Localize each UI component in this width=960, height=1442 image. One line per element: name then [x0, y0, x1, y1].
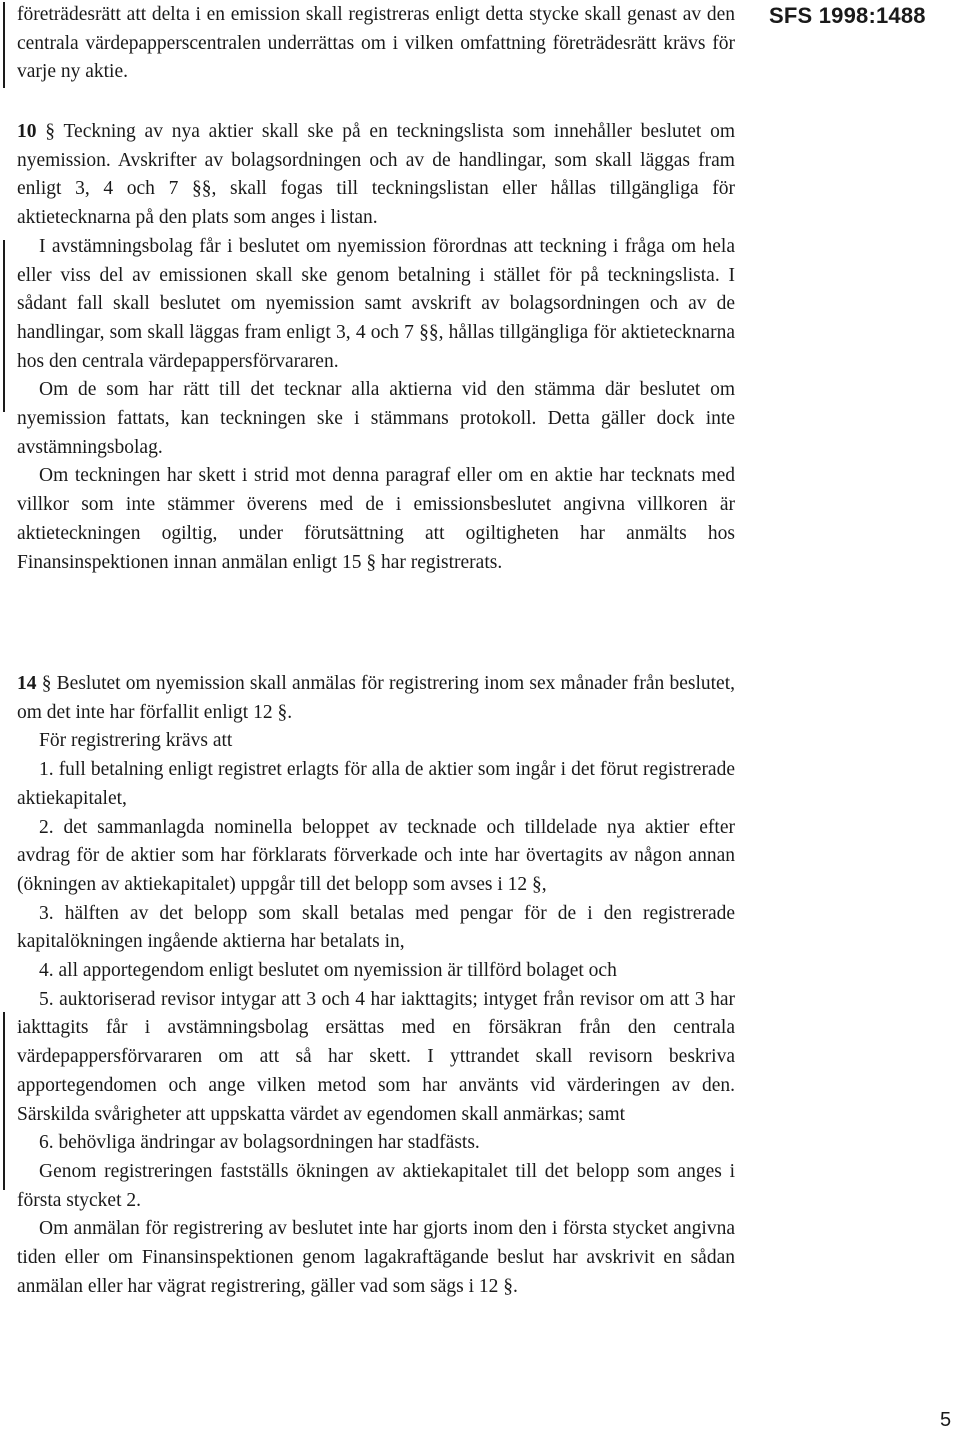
section-number: 10: [17, 121, 37, 142]
section-14-paragraph-4: Om anmälan för registrering av beslutet inte har gjorts inom den i första stycket angivna tiden eller om Finansinspektionen genom lagakraftägande beslut har avskrivit en sådan anmälan eller har vägrat registrering, gäller vad som sägs i 12 §.: [17, 1218, 735, 1297]
section-10-paragraph-3: Om de som har rätt till det tecknar alla aktierna vid den stämma där beslutet om nyemission fattats, kan teckningen ske i stämmans protokoll. Detta gäller dock inte avstämningsbolag.: [17, 379, 735, 458]
section-text: Avskrifter av bolagsordningen och av de handlingar, som skall läggas fram enligt 3, 4 och 7 §§, skall fogas till teckningslistan eller hållas tillgängliga för aktietecknarna på den plats som anges i listan.: [17, 149, 735, 229]
section-10-paragraph-1: [17, 118, 735, 233]
section-10-paragraph-4: Om teckningen har skett i strid mot denna paragraf eller om en aktie har tecknats med villkor som inte stämmer överens med de i emissionsbeslutet angivna villkoren är aktieteckningen ogiltig, under förutsättning att ogiltigheten har anmälts hos Finansinspektionen innan anmälan enligt 15 § har registrerats.: [17, 465, 735, 573]
section-number: 14: [17, 673, 37, 694]
change-bar: [3, 2, 5, 88]
list-item: 2. det sammanlagda nominella beloppet av tecknade och tilldelade nya aktier efter avdrag för de aktier som har förklarats förverkade och inte har övertagits av någon annan (ökningen av aktiekapitalet) uppgår till det belopp som avses i 12 §,: [17, 816, 735, 895]
sfs-number: SFS 1998:1488: [769, 3, 926, 28]
change-bar: [3, 1012, 5, 1190]
list-item: 6. behövliga ändringar av bolagsordningen har stadfästs.: [39, 1132, 480, 1154]
list-item: 4. all apportegendom enligt beslutet om nyemission är tillförd bolaget och: [39, 960, 617, 982]
section-14: [17, 670, 735, 1301]
change-bar: [3, 240, 5, 412]
section-10: [17, 118, 735, 577]
amended-text: I avstämningsbolag får i beslutet om nyemission förordnas att teckning i fråga om hela eller viss del av emissionen skall ske genom betalning i stället för på teckningslista.: [17, 235, 735, 286]
section-text: Teckning av nya aktier skall ske på en teckningslista som innehåller beslutet om nyemission.: [17, 121, 736, 171]
section-symbol: §: [41, 673, 52, 694]
intro-paragraph: företrädesrätt att delta i en emission skall registreras enligt detta stycke skall genast av den centrala värdepapperscentralen underrättas om i vilken omfattning företrädesrätt krävs för varje ny aktie.: [17, 4, 735, 83]
section-14-paragraph-3: Genom registreringen fastställs ökningen av aktiekapitalet till det belopp som anges i första stycket 2.: [17, 1160, 735, 1211]
list-item: 1. full betalning enligt registret erlagts för alla de aktier som ingår i det förut registrerade aktiekapitalet,: [17, 759, 735, 809]
intro-block: [17, 1, 735, 87]
list-item: 3. hälften av det belopp som skall betalas med pengar för de i den registrerade kapitalökningen ingående aktierna har betalats in,: [17, 902, 735, 953]
section-14-paragraph-1: [17, 670, 735, 727]
section-14-paragraph-2: För registrering krävs att: [39, 730, 233, 752]
list-item: 5. auktoriserad revisor intygar att 3 och 4 har iakttagits; intyget från revisor om att 3 har iakttagits får i avstämningsbolag ersättas med en försäkran från den centrala värdepappersförvararen om att så har skett. I yttrandet skall revisorn beskriva apportegendomen och ange vilken metod som har använts vid värderingen av den. Särskilda svårigheter att uppskatta värdet av egendomen skall anmärkas; samt: [17, 988, 735, 1125]
section-text: Beslutet om nyemission skall anmälas för registrering inom sex månader från beslutet, om det inte har förfallit enligt 12 §.: [17, 673, 736, 723]
section-symbol: §: [45, 121, 56, 142]
section-10-paragraph-2: [17, 233, 735, 377]
section-text: I sådant fall skall beslutet om nyemission samt avskrift av bolagsordningen och av de handlingar, som skall läggas fram enligt 3, 4 och 7 §§, hållas tillgängliga för aktietecknarna hos den centrala värdepappersförvararen.: [17, 264, 735, 372]
page-number: 5: [940, 1409, 952, 1431]
